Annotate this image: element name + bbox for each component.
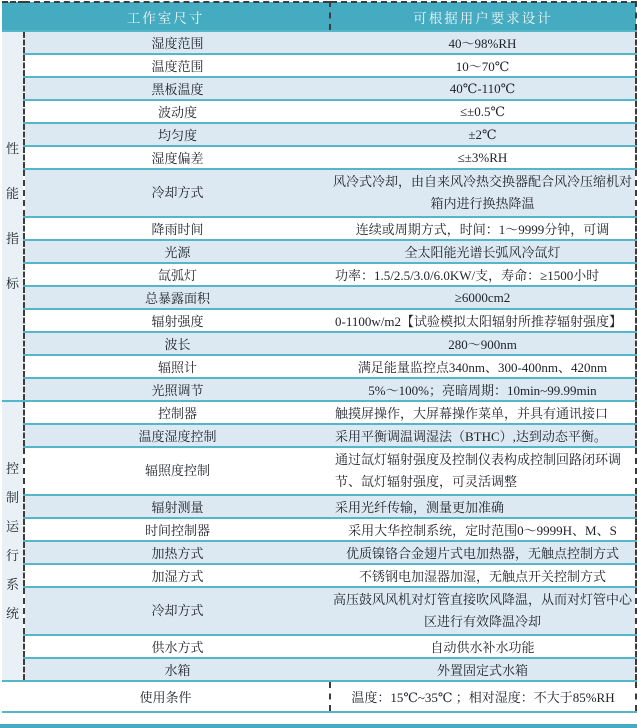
row-label: 降雨时间 <box>24 217 330 240</box>
row-value: 触摸屏操作，大屏幕操作菜单，并具有通讯接口 <box>330 401 636 424</box>
table-row <box>2 169 636 217</box>
row-value: 采用平衡调温调湿法（BTHC）,达到动态平衡。 <box>330 424 636 447</box>
table-row <box>2 332 636 355</box>
table-row <box>2 240 636 263</box>
table-row <box>2 77 636 100</box>
row-value: 5%～100%；亮暗周期：10min~99.99min <box>330 378 636 401</box>
row-value: 280～900nm <box>330 332 636 355</box>
row-value: 10～70℃ <box>330 54 636 77</box>
row-label: 湿度范围 <box>24 31 330 54</box>
row-label: 控制器 <box>24 401 330 424</box>
table-row <box>2 309 636 332</box>
row-label: 供水方式 <box>24 635 330 658</box>
row-label: 温度湿度控制 <box>24 424 330 447</box>
table-row <box>2 217 636 240</box>
row-value: 通过氙灯辐射强度及控制仪表构成控制回路闭环调节、氙灯辐射强度，可灵活调整 <box>330 447 636 495</box>
footer-value: 温度：15℃~35℃ ；相对湿度：不大于85%RH <box>330 681 636 712</box>
section-group-label: 性 能 指 标 <box>2 31 24 401</box>
row-label: 辐射测量 <box>24 495 330 518</box>
row-label: 光源 <box>24 240 330 263</box>
header-left-cell: 工作室尺寸 <box>2 2 330 31</box>
row-label: 波动度 <box>24 100 330 123</box>
row-value: 满足能量监控点340nm、300-400nm、420nm <box>330 355 636 378</box>
table-row <box>2 401 636 424</box>
row-label: 加湿方式 <box>24 564 330 587</box>
table-row <box>2 447 636 495</box>
section-group-label: 控 制 运 行 系 统 <box>2 401 24 681</box>
table-row <box>2 263 636 286</box>
footer-row <box>2 681 636 712</box>
row-value: 采用大华控制系统，定时范围0～9999H、M、S <box>330 518 636 541</box>
row-value: 功率：1.5/2.5/3.0/6.0KW/支，寿命：≥1500小时 <box>330 263 636 286</box>
row-label: 均匀度 <box>24 123 330 146</box>
row-value: ≥6000cm2 <box>330 286 636 309</box>
bottom-accent-strip <box>0 724 637 728</box>
table-row <box>2 495 636 518</box>
row-value: 40～98%RH <box>330 31 636 54</box>
table-row <box>2 424 636 447</box>
row-value: 采用光纤传输，测量更加准确 <box>330 495 636 518</box>
row-label: 光照调节 <box>24 378 330 401</box>
row-value: 40℃-110℃ <box>330 77 636 100</box>
row-value: ≤±3%RH <box>330 146 636 169</box>
table-row <box>2 587 636 635</box>
table-row <box>2 123 636 146</box>
row-value: 连续或周期方式，时间：1～9999分钟，可调 <box>330 217 636 240</box>
row-label: 时间控制器 <box>24 518 330 541</box>
row-value: 不锈钢电加湿器加湿，无触点开关控制方式 <box>330 564 636 587</box>
table-row <box>2 355 636 378</box>
row-value: 优质镍铬合金翅片式电加热器，无触点控制方式 <box>330 541 636 564</box>
row-label: 总暴露面积 <box>24 286 330 309</box>
header-right-cell: 可根据用户要求设计 <box>330 2 636 31</box>
row-label: 辐射强度 <box>24 309 330 332</box>
row-value: ±2℃ <box>330 123 636 146</box>
table-row <box>2 146 636 169</box>
table-row <box>2 31 636 54</box>
table-row <box>2 518 636 541</box>
row-label: 温度范围 <box>24 54 330 77</box>
table-row <box>2 635 636 658</box>
row-value: 全太阳能光谱长弧风冷氙灯 <box>330 240 636 263</box>
row-label: 波长 <box>24 332 330 355</box>
row-label: 加热方式 <box>24 541 330 564</box>
table-row <box>2 54 636 77</box>
row-value: ≤±0.5℃ <box>330 100 636 123</box>
spec-table-body <box>2 31 636 681</box>
table-row <box>2 378 636 401</box>
footer-label: 使用条件 <box>2 681 330 712</box>
row-label: 水箱 <box>24 658 330 681</box>
row-value: 外置固定式水箱 <box>330 658 636 681</box>
table-row <box>2 564 636 587</box>
table-row <box>2 658 636 681</box>
table-row <box>2 100 636 123</box>
row-label: 辐照计 <box>24 355 330 378</box>
table-row <box>2 286 636 309</box>
header-row <box>2 2 636 31</box>
row-label: 湿度偏差 <box>24 146 330 169</box>
spec-table <box>2 1 637 713</box>
row-value: 0-1100w/m2【试验模拟太阳辐射所推荐辐射强度】 <box>330 309 636 332</box>
row-label: 氙弧灯 <box>24 263 330 286</box>
table-row <box>2 541 636 564</box>
row-label: 辐照度控制 <box>24 447 330 495</box>
row-value: 高压鼓风风机对灯管直接吹风降温，从而对灯管中心区进行有效降温冷却 <box>330 587 636 635</box>
row-label: 冷却方式 <box>24 587 330 635</box>
row-value: 风冷式冷却，由自来风冷热交换器配合风冷压缩机对箱内进行换热降温 <box>330 169 636 217</box>
row-label: 黑板温度 <box>24 77 330 100</box>
row-value: 自动供水补水功能 <box>330 635 636 658</box>
row-label: 冷却方式 <box>24 169 330 217</box>
